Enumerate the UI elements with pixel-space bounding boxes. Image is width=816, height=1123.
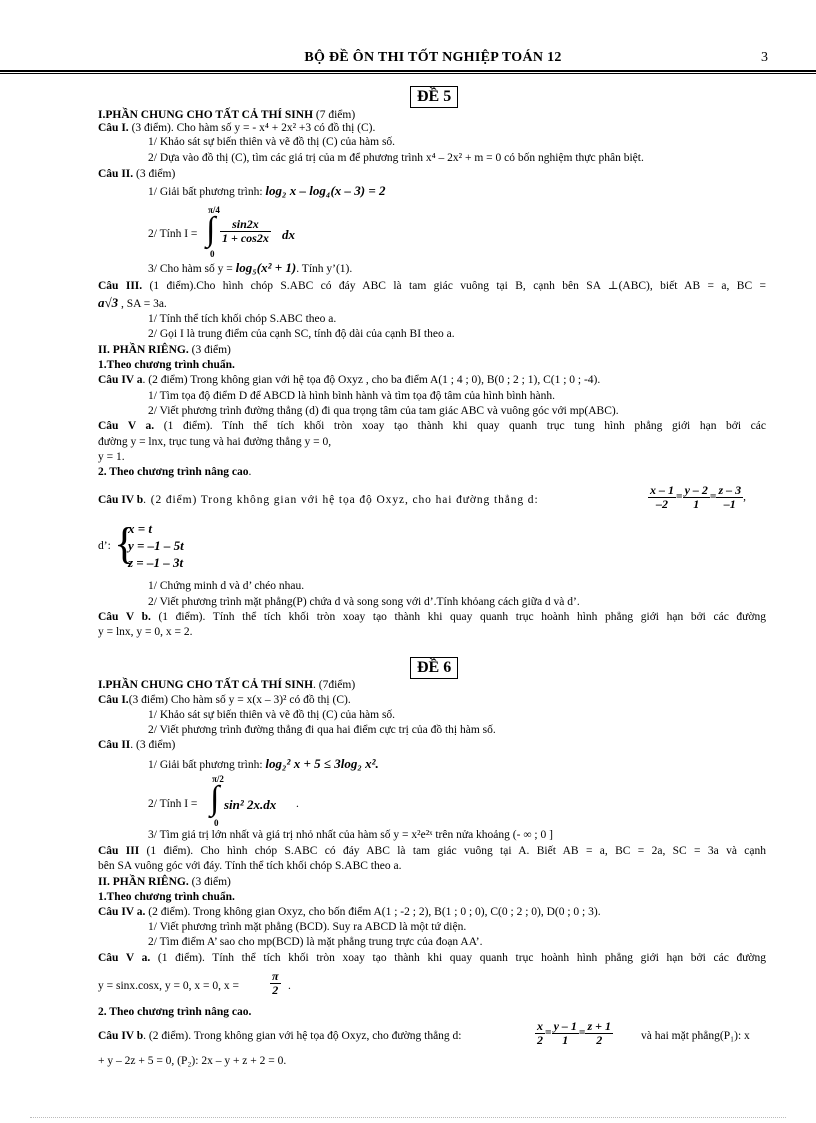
de6-q4a-label: Câu IV a.	[98, 906, 146, 918]
de5-d2-label: d’:	[98, 540, 111, 552]
exam-6-title: ĐỀ 6	[410, 657, 458, 679]
de5-q4b	[98, 484, 766, 516]
de5-q5a-line3: y = 1.	[98, 451, 125, 463]
de5-q4b-1: 1/ Chứng minh d và d’ chéo nhau.	[148, 580, 305, 592]
de5-q4b-label: Câu IV b	[98, 494, 144, 506]
de5-q3-label: Câu III.	[98, 280, 143, 292]
header-title: BỘ ĐỀ ÔN THI TỐT NGHIỆP TOÁN 12	[304, 50, 562, 65]
de5-part1-pts: (7 điểm)	[313, 109, 356, 121]
de5-q2-text: (3 điểm)	[133, 168, 176, 180]
de6-q4b-planes: và hai mặt phẳng(P₁): x	[641, 1030, 750, 1042]
de5-d-frac3	[716, 484, 743, 511]
de5-q1	[98, 122, 375, 135]
de5-q2-3-text: 3/ Cho hàm số y =	[148, 263, 236, 275]
de6-d-frac1-num: x	[537, 1019, 543, 1033]
de5-part1-head: I.PHẦN CHUNG CHO TẤT CẢ THÍ SINH	[98, 109, 314, 121]
de5-q2-2-text: 2/ Tính I =	[148, 228, 198, 240]
de5-integral-dx: dx	[282, 227, 295, 242]
de5-q4a-label: Câu IV a	[98, 374, 143, 386]
de6-q2-1-text: 1/ Giải bất phương trình:	[148, 759, 266, 771]
de5-adv-dot: .	[248, 466, 252, 478]
de6-part2-pts: (3 điểm)	[188, 876, 231, 888]
de5-d2-eq2: y = –1 – 5t	[128, 538, 184, 553]
de5-integral-lower: 0	[210, 249, 215, 259]
de5-d2-eq3: z = –1 – 3t	[128, 555, 184, 570]
de5-integral-upper: π/4	[208, 205, 220, 215]
de6-q5a-dot: .	[288, 980, 291, 992]
de5-q5a-label: Câu V a.	[98, 420, 155, 432]
de5-q3-sa: , SA = 3a.	[118, 298, 167, 310]
de5-d-frac1-num: x – 1	[650, 483, 674, 497]
de6-q2-1-formula: log₂² x + 5 ≤ 3log₂ x².	[265, 756, 379, 771]
de5-std-heading: 1.Theo chương trình chuẩn.	[98, 359, 235, 371]
de6-d-frac3-den: 2	[596, 1033, 603, 1047]
de5-part2-head: II. PHẦN RIÊNG.	[98, 344, 189, 356]
de6-q1-2: 2/ Viết phương trình đường thẳng đi qua hai điểm cực trị của đồ thị hàm số.	[148, 724, 496, 736]
de5-d-frac1	[648, 484, 676, 511]
running-header	[98, 50, 768, 70]
de6-d-frac2-den: 1	[562, 1033, 569, 1047]
de5-q3-a-sqrt3: a√3	[98, 295, 119, 310]
de6-q5a-text: (1 điểm). Tính thể tích khối tròn xoay tạo thành khi quay quanh trục hoành hình phẳng giới hạn bởi các đường	[150, 952, 767, 964]
de6-q4b-text: . (2 điểm). Trong không gian với hệ tọa độ Oxyz, cho đường thẳng d:	[143, 1030, 462, 1042]
de5-adv-head: 2. Theo chương trình nâng cao	[98, 466, 249, 478]
de6-integral-upper: π/2	[212, 774, 224, 784]
de6-integral-dot: .	[296, 798, 299, 810]
de6-q4b-intro	[98, 1030, 462, 1043]
de6-q5a-bounds: y = sinx.cosx, y = 0, x = 0, x =	[98, 980, 239, 992]
de6-q2-label: Câu II	[98, 739, 131, 751]
de6-part2-heading	[98, 876, 231, 889]
de5-q4b-intro	[98, 494, 539, 507]
de5-q1-label: Câu I.	[98, 122, 129, 134]
de6-q4a-text: (2 điểm). Trong không gian Oxyz, cho bốn điểm A(1 ; -2 ; 2), B(1 ; 0 ; 0), C(0 ; 2 ; 0), D(0 ; 0 ; 3).	[145, 906, 601, 918]
de5-q4a-1: 1/ Tìm tọa độ điểm D để ABCD là hình bình hành và tìm tọa độ tâm của hình bình hành.	[148, 390, 556, 402]
de6-q1	[98, 694, 351, 707]
de6-part1-heading	[98, 679, 355, 692]
de5-q5b-line2: y = lnx, y = 0, x = 2.	[98, 626, 193, 638]
de6-d-frac2-num: y – 1	[553, 1019, 577, 1033]
de5-q4b-2: 2/ Viết phương trình mặt phẳng(P) chứa d và song song với d’.Tính khỏang cách giữa d và d’.	[148, 596, 580, 608]
de5-q1-2: 2/ Dựa vào đồ thị (C), tìm các giá trị của m để phương trình x⁴ – 2x² + m = 0 có bốn nghiệm thực phân biệt.	[148, 152, 644, 164]
de6-q1-text: (3 điểm) Cho hàm số y = x(x – 3)² có đồ thị (C).	[128, 694, 351, 706]
de5-d-frac3-num: z – 3	[718, 483, 742, 497]
de6-q2	[98, 739, 175, 752]
de6-d-frac1-den: 2	[537, 1033, 543, 1047]
de5-d2-eq1: x = t	[128, 521, 153, 536]
de6-d-frac1	[535, 1020, 545, 1047]
de5-q1-1: 1/ Khảo sát sự biến thiên và vẽ đồ thị (C) của hàm số.	[148, 136, 396, 148]
de5-d2-brace: {	[114, 519, 136, 568]
de6-q1-1: 1/ Khảo sát sự biến thiên và vẽ đồ thị (C) của hàm số.	[148, 709, 396, 721]
de6-d-frac2	[552, 1020, 579, 1047]
de5-line-d2	[98, 520, 298, 576]
de6-q2-3: 3/ Tìm giá trị lớn nhất và giá trị nhỏ nhất của hàm số y = x²e²ˣ trên nửa khoảng (- ∞ ; 0 ]	[148, 829, 553, 841]
de5-q5b-line1	[98, 611, 766, 637]
de6-part1-head: I.PHẦN CHUNG CHO TẤT CẢ THÍ SINH	[98, 679, 314, 691]
de5-q3-1: 1/ Tính thể tích khối chóp S.ABC theo a.	[148, 313, 337, 325]
de5-q2-1-formula: log₂ x – log₄(x – 3) = 2	[265, 183, 386, 198]
de5-d-frac2-den: 1	[693, 497, 700, 511]
de5-q2	[98, 168, 175, 181]
de6-q2-2-text: 2/ Tính I =	[148, 798, 198, 810]
de5-q3-text: (1 điểm).Cho hình chóp S.ABC có đáy ABC là tam giác vuông tại B, cạnh bên SA ⊥(ABC), biết AB = a, BC =	[142, 280, 766, 292]
de6-q4b	[98, 1020, 766, 1052]
de6-q5a-frac-den: 2	[272, 983, 279, 997]
de6-line-d-equation: $\frac{x}{2}$ = $\frac{y - 1}{1}$ = $\frac{z + 1}{2}$	[537, 1019, 611, 1047]
de5-q2-3	[148, 261, 352, 276]
de6-part2-head: II. PHẦN RIÊNG.	[98, 876, 189, 888]
de5-q4a-text: . (2 điểm) Trong không gian với hệ tọa độ Oxyz , cho ba điểm A(1 ; 4 ; 0), B(0 ; 2 ; 1), C(1 ; 0 ; -4).	[142, 374, 601, 386]
de6-q4a-2: 2/ Tìm điểm A’ sao cho mp(BCD) là mặt phẳng trung trực của đoạn AA’.	[148, 936, 483, 948]
de5-integrand	[220, 218, 271, 245]
de5-integrand-den: 1 + cos2x	[222, 231, 269, 245]
de6-q2-text: . (3 điểm)	[130, 739, 176, 751]
de6-part1-pts: . (7điểm)	[313, 679, 356, 691]
de6-q1-label: Câu I.	[98, 694, 129, 706]
footer-dotted-line	[30, 1117, 786, 1118]
header-rule-thick	[0, 70, 816, 72]
de6-q3-label: Câu III	[98, 845, 140, 857]
de6-q3-text: (1 điểm). Cho hình chóp S.ABC có đáy ABC là tam giác vuông tại A. Biết AB = a, BC = 2a, SC = 3a và cạnh	[139, 845, 766, 857]
de5-integral-sign: ∫	[206, 211, 216, 248]
de5-q5b-text: (1 điểm). Tính thể tích khối tròn xoay tạo thành khi quay quanh trục hoành hình phẳng giới hạn bởi các đường	[150, 611, 766, 623]
header-rule-thin	[0, 73, 816, 74]
de6-integral-sign: ∫	[210, 780, 220, 817]
de6-adv-heading: 2. Theo chương trình nâng cao.	[98, 1006, 252, 1018]
de5-q4a-2: 2/ Viết phương trình đường thẳng (d) đi qua trọng tâm của tam giác ABC và vuông góc với mp(ABC).	[148, 405, 619, 417]
de5-q4a	[98, 374, 600, 387]
de6-q4b-label: Câu IV b	[98, 1030, 144, 1042]
de5-q3-line1	[98, 280, 766, 306]
de5-q5b-label: Câu V b.	[98, 611, 151, 623]
de5-q3-line2	[98, 296, 167, 311]
de5-q4b-text: . (2 điểm) Trong không gian với hệ tọa độ Oxyz, cho hai đường thẳng d:	[143, 494, 539, 506]
de6-q3-line2: bên SA vuông góc với đáy. Tính thể tích khối chóp S.ABC theo a.	[98, 860, 402, 872]
de6-q2-1	[148, 757, 379, 772]
de5-q2-1	[148, 184, 386, 199]
de6-q4a	[98, 906, 601, 919]
de5-d-frac2	[683, 484, 710, 511]
de6-q4b-line2: + y – 2z + 5 = 0, (P₂): 2x – y + z + 2 = 0.	[98, 1055, 287, 1067]
de5-adv-heading	[98, 466, 251, 479]
de6-q5a-frac	[270, 970, 281, 997]
de5-d-frac3-den: –1	[723, 497, 736, 511]
de5-part1-heading	[98, 109, 355, 122]
de6-d-frac3-num: z + 1	[587, 1019, 611, 1033]
de5-q2-1-text: 1/ Giải bất phương trình:	[148, 186, 266, 198]
de5-q2-3-formula: log₅(x² + 1)	[235, 260, 297, 275]
page-number: 3	[761, 50, 768, 65]
de5-q5a-text: (1 điểm). Tính thể tích khối tròn xoay tạo thành khi quay quanh trục tung hình phẳng giới hạn bởi các	[154, 420, 766, 432]
de6-integrand: sin² 2x.dx	[224, 797, 277, 812]
de5-q5a-line2: đường y = lnx, trục tung và hai đường thẳng y = 0,	[98, 436, 332, 448]
de5-integrand-num: sin2x	[220, 218, 271, 232]
de5-q3-2: 2/ Gọi I là trung điểm của cạnh SC, tính độ dài của cạnh BI theo a.	[148, 328, 455, 340]
de5-q1-text: (3 điểm). Cho hàm số y = - x⁴ + 2x² +3 có đồ thị (C).	[128, 122, 376, 134]
de6-q5a-label: Câu V a.	[98, 952, 151, 964]
de6-q5a-frac-num: π	[272, 969, 279, 983]
de6-integral-lower: 0	[214, 818, 219, 828]
de6-q5a-line2	[98, 970, 498, 1002]
de5-d-frac2-num: y – 2	[684, 483, 708, 497]
de6-d-frac3	[585, 1020, 613, 1047]
de5-line-d-equation: $\frac{x - 1}{-2}$ = $\frac{y - 2}{1}$ = $\frac{z - 3}{-1}$ ,	[650, 483, 746, 511]
de5-part2-pts: (3 điểm)	[188, 344, 231, 356]
exam-5-title: ĐỀ 5	[410, 86, 458, 108]
de6-q4a-1: 1/ Viết phương trình mặt phẳng (BCD). Suy ra ABCD là một tứ diện.	[148, 921, 467, 933]
de5-q2-3-tail: . Tính y’(1).	[296, 263, 353, 275]
de5-q2-label: Câu II.	[98, 168, 134, 180]
de6-std-heading: 1.Theo chương trình chuẩn.	[98, 891, 235, 903]
de5-d-frac1-den: –2	[656, 497, 668, 511]
de5-part2-heading	[98, 344, 231, 357]
